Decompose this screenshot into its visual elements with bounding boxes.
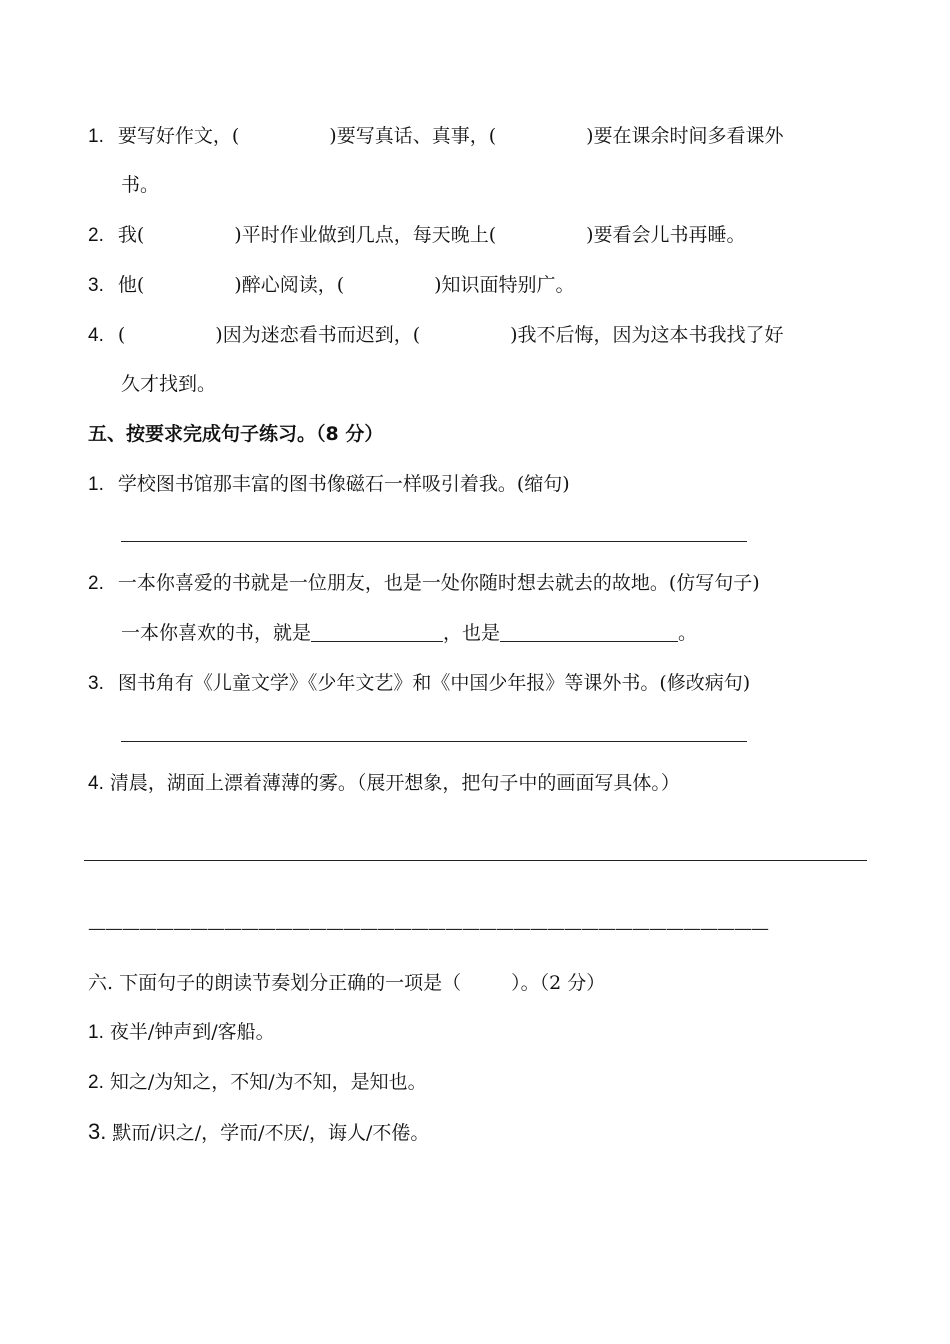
question-text: 。: [678, 622, 698, 644]
question-number: 3.: [88, 673, 104, 694]
question-text: ）。（2 分）: [511, 972, 606, 994]
option-number: 1.: [88, 1022, 104, 1043]
question-number: 2.: [88, 573, 104, 594]
s5-q2-fill-line: [121, 620, 697, 646]
section6-title: [88, 970, 605, 996]
answer-line[interactable]: [121, 741, 747, 742]
question-text: )知识面特别广。: [434, 274, 575, 296]
instruction-note: (缩句): [516, 473, 570, 495]
question-text: 学校图书馆那丰富的图书像磁石一样吸引着我。: [117, 473, 517, 495]
question-text: )要看会儿书再睡。: [586, 224, 746, 246]
question-text: )我不后悔，因为这本书我找了好: [510, 324, 784, 346]
question-text: )平时作业做到几点，每天晚上(: [234, 224, 497, 246]
section5-title: 五、按要求完成句子练习。（8 分）: [88, 423, 384, 445]
question-number: 4.: [88, 325, 104, 346]
s6-option-1: [88, 1019, 275, 1046]
s5-q2-line: [88, 570, 760, 597]
question-number: 2.: [88, 225, 104, 246]
question-number: 1.: [88, 474, 104, 495]
question-text: 一本你喜爱的书就是一位朋友，也是一处你随时想去就去的故地。: [117, 572, 669, 594]
question-text: 六. 下面句子的朗读节奏划分正确的一项是（: [88, 972, 462, 994]
question-text: 他(: [117, 274, 145, 296]
question-number: 1.: [88, 126, 104, 147]
instruction-note: (修改病句): [659, 672, 751, 694]
q4-4-line1: [88, 322, 784, 349]
option-number: 3.: [88, 1119, 107, 1144]
question-text: ，也是: [443, 622, 501, 644]
instruction-note: (仿写句子): [668, 572, 760, 594]
option-text: 默而/识之/，学而/不厌/，诲人/不倦。: [112, 1122, 430, 1144]
question-text: )要在课余时间多看课外: [586, 125, 784, 147]
question-number: 3.: [88, 275, 104, 296]
s6-option-3: [88, 1119, 429, 1146]
option-text: 夜半/钟声到/客船。: [109, 1021, 275, 1043]
question-text: 要写好作文，(: [117, 125, 240, 147]
question-text: )因为迷恋看书而迟到，(: [215, 324, 421, 346]
answer-blank[interactable]: [311, 623, 443, 642]
question-text: 清晨，湖面上漂着薄薄的雾。（展开想象，把句子中的画面写具体。）: [109, 772, 680, 794]
s5-q1-line: [88, 471, 570, 498]
option-number: 2.: [88, 1072, 104, 1093]
question-text: )要写真话、真事，(: [329, 125, 497, 147]
q4-1-line2: 书。: [121, 174, 160, 196]
q4-4-line2: 久才找到。: [121, 373, 217, 395]
question-text: 图书角有《儿童文学》《少年文艺》和《中国少年报》等课外书。: [117, 672, 660, 694]
question-text: (: [117, 324, 126, 346]
s5-q4-line: [88, 770, 680, 797]
answer-dash-line[interactable]: ————————————————————————————————————————: [88, 918, 768, 939]
q4-1-line1: [88, 123, 784, 150]
answer-line[interactable]: [121, 541, 747, 542]
s5-q3-line: [88, 670, 750, 697]
option-text: 知之/为知之，不知/为不知，是知也。: [109, 1071, 427, 1093]
question-number: 4.: [88, 773, 104, 794]
question-text: 我(: [117, 224, 145, 246]
answer-line[interactable]: [84, 860, 867, 861]
q4-2-line: [88, 222, 746, 249]
answer-blank[interactable]: [500, 623, 678, 642]
q4-3-line: [88, 272, 575, 299]
question-text: 一本你喜欢的书，就是: [121, 622, 312, 644]
s6-option-2: [88, 1069, 427, 1096]
question-text: )醉心阅读，(: [234, 274, 345, 296]
